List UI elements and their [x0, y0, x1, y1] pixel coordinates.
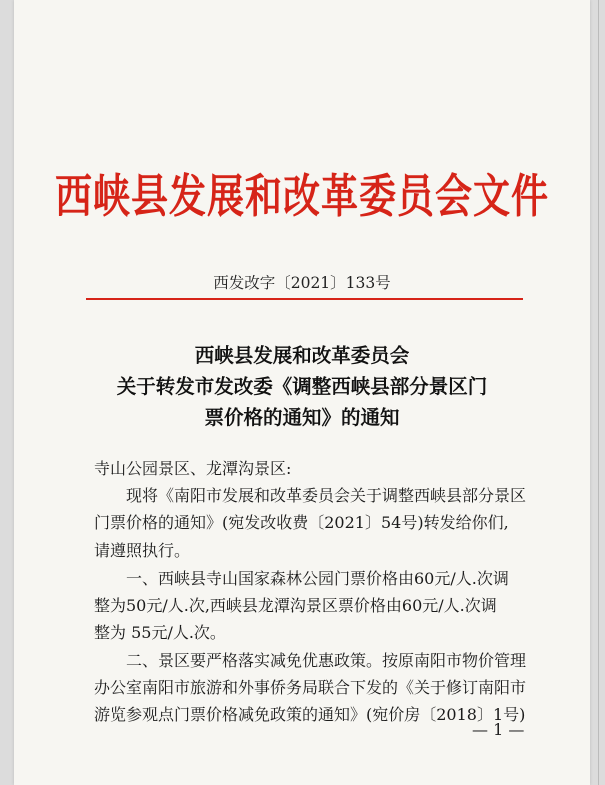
body-line-8: 二、景区要严格落实减免优惠政策。按原南阳市物价管理: [94, 651, 527, 670]
heading-line-2: 关于转发市发改委《调整西峡县部分景区门: [116, 375, 488, 398]
document-page: [14, 0, 590, 785]
heading-line-1: 西峡县发展和改革委员会: [194, 344, 410, 367]
heading-line-3: 票价格的通知》的通知: [204, 406, 400, 429]
body-line-2: 现将《南阳市发展和改革委员会关于调整西峡县部分景区: [94, 486, 527, 505]
page-number: — 1 —: [472, 720, 525, 739]
document-number: 西发改字〔2021〕133号: [213, 274, 391, 292]
body-line-7: 整为 55元/人.次。: [94, 623, 226, 642]
body-line-1: 寺山公园景区、龙潭沟景区:: [94, 459, 292, 478]
body-line-10: 游览参观点门票价格减免政策的通知》(宛价房〔2018〕1号): [94, 705, 526, 724]
red-divider: [86, 298, 523, 300]
body-line-9: 办公室南阳市旅游和外事侨务局联合下发的《关于修订南阳市: [94, 678, 527, 697]
body-line-4: 请遵照执行。: [94, 541, 191, 560]
issuer-title: 西峡县发展和改革委员会文件: [55, 169, 549, 223]
body-line-3: 门票价格的通知》(宛发改收费〔2021〕54号)转发给你们,: [94, 513, 509, 532]
body-line-6: 整为50元/人.次,西峡县龙潭沟景区票价格由60元/人.次调: [94, 596, 497, 615]
viewer-edge: [598, 0, 599, 785]
body-line-5: 一、西峡县寺山国家森林公园门票价格由60元/人.次调: [94, 569, 509, 588]
